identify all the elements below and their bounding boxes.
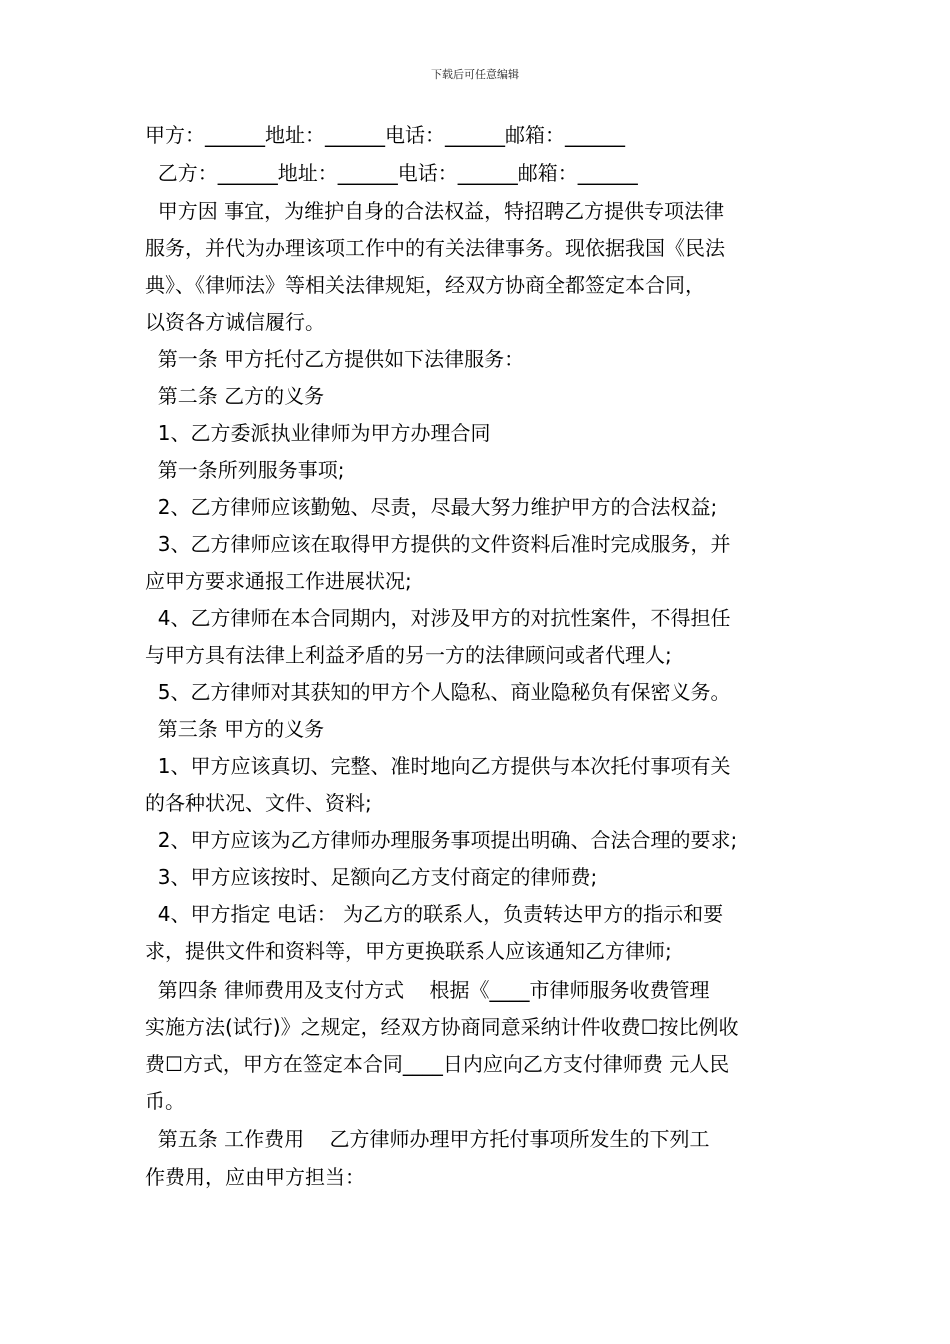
page-header-note: 下载后可任意编辑 bbox=[431, 68, 519, 81]
text-line: 4、甲方指定 电话： 为乙方的联系人，负责转达甲方的指示和要 bbox=[145, 902, 724, 926]
text-line: 应甲方要求通报工作进展状况; bbox=[145, 569, 412, 593]
text-line: 甲方：______地址：______电话：______邮箱：______ bbox=[145, 123, 625, 147]
text-line: 币。 bbox=[145, 1089, 185, 1113]
text-line: 第四条 律师费用及支付方式 根据《____市律师服务收费管理 bbox=[145, 978, 710, 1002]
text-line: 第一条 甲方托付乙方提供如下法律服务： bbox=[145, 347, 525, 371]
text-line: 与甲方具有法律上利益矛盾的另一方的法律顾问或者代理人; bbox=[145, 643, 672, 667]
text-line: 第一条所列服务事项; bbox=[145, 458, 345, 482]
text-line: 第二条 乙方的义务 bbox=[145, 384, 325, 408]
text-line: 服务，并代为办理该项工作中的有关法律事务。现依据我国《民法 bbox=[145, 236, 725, 260]
text-line: 1、甲方应该真切、完整、准时地向乙方提供与本次托付事项有关 bbox=[145, 754, 731, 778]
text-line: 5、乙方律师对其获知的甲方个人隐私、商业隐秘负有保密义务。 bbox=[145, 680, 731, 704]
text-line: 2、乙方律师应该勤勉、尽责，尽最大努力维护甲方的合法权益; bbox=[145, 495, 718, 519]
text-line: 4、乙方律师在本合同期内，对涉及甲方的对抗性案件，不得担任 bbox=[145, 606, 731, 630]
text-line: 的各种状况、文件、资料; bbox=[145, 791, 372, 815]
text-line: 以资各方诚信履行。 bbox=[145, 310, 325, 334]
text-line: 3、甲方应该按时、足额向乙方支付商定的律师费; bbox=[145, 865, 598, 889]
text-line: 甲方因 事宜，为维护自身的合法权益，特招聘乙方提供专项法律 bbox=[145, 199, 725, 223]
text-line: 第五条 工作费用 乙方律师办理甲方托付事项所发生的下列工 bbox=[145, 1127, 710, 1151]
text-line: 第三条 甲方的义务 bbox=[145, 717, 325, 741]
text-line: 作费用，应由甲方担当： bbox=[145, 1165, 365, 1189]
text-line: 求，提供文件和资料等，甲方更换联系人应该通知乙方律师; bbox=[145, 939, 672, 963]
text-line: 1、乙方委派执业律师为甲方办理合同 bbox=[145, 421, 491, 445]
text-line: 乙方：______地址：______电话：______邮箱：______ bbox=[145, 161, 638, 185]
text-line: 费☐方式，甲方在签定本合同____日内应向乙方支付律师费 元人民 bbox=[145, 1052, 730, 1076]
text-line: 2、甲方应该为乙方律师办理服务事项提出明确、合法合理的要求; bbox=[145, 828, 738, 852]
text-line: 3、乙方律师应该在取得甲方提供的文件资料后准时完成服务，并 bbox=[145, 532, 731, 556]
text-line: 实施方法(试行)》之规定，经双方协商同意采纳计件收费☐按比例收 bbox=[145, 1015, 739, 1039]
text-line: 典》、《律师法》等相关法律规矩，经双方协商全都签定本合同， bbox=[145, 273, 705, 297]
